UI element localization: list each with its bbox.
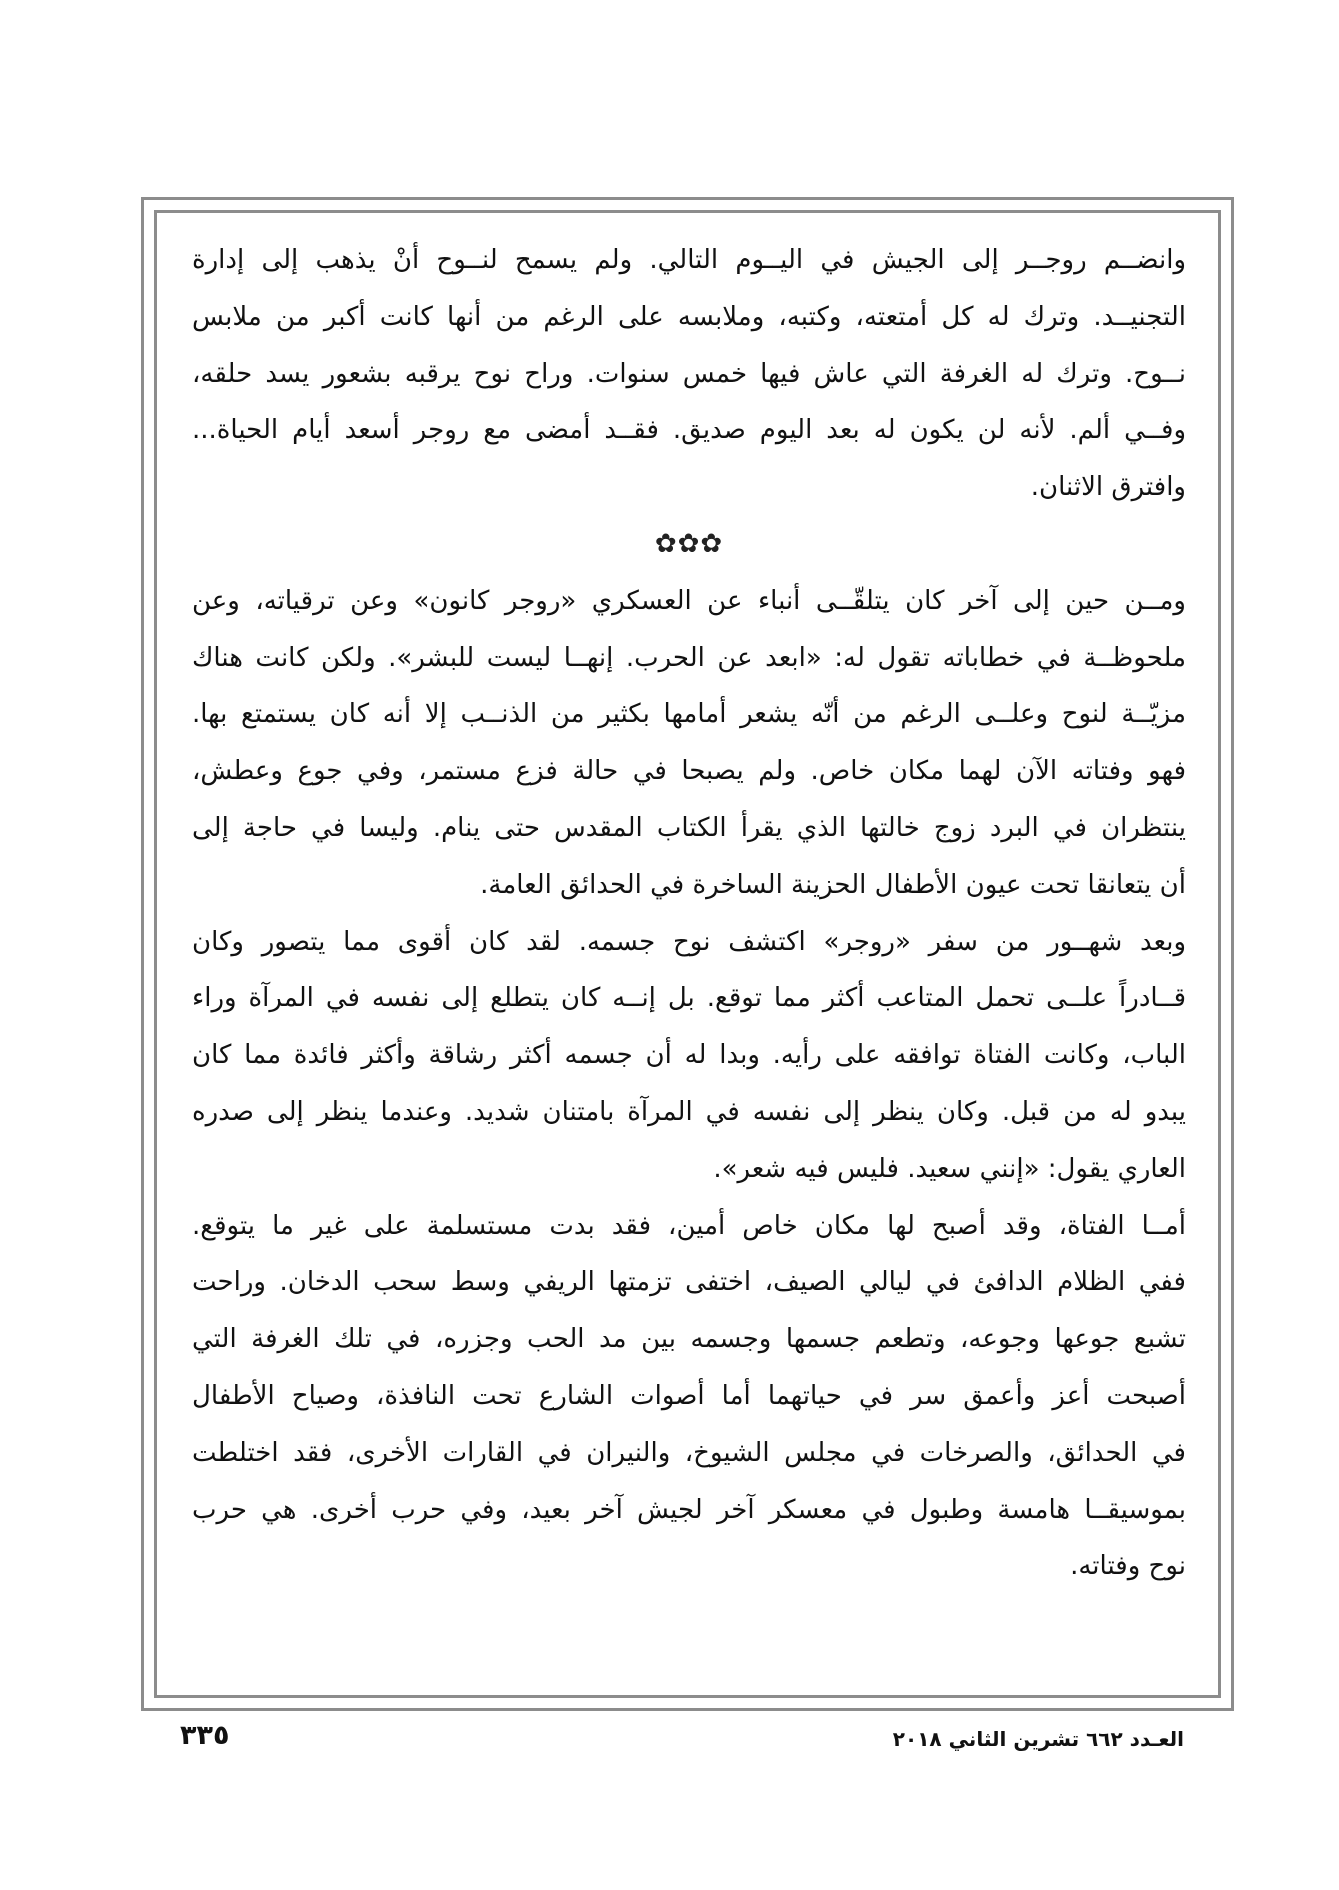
- text-line: وانضــم روجــر إلى الجيش في اليــوم التالي. ولم يسمح لنــوح أنْ يذهب إلى إدارة: [192, 245, 1186, 275]
- article-body: [192, 232, 1186, 1595]
- text-line: فهو وفتاته الآن لهما مكان خاص. ولم يصبحا في حالة فزع مستمر، وفي جوع وعطش،: [192, 756, 1186, 787]
- text-line: العاري يقول: «إنني سعيد. فليس فيه شعر».: [713, 1153, 1186, 1184]
- text-line: نوح وفتاته.: [1070, 1551, 1186, 1582]
- text-line: ومــن حين إلى آخر كان يتلقّــى أنباء عن العسكري «روجر كانون» وعن ترقياته، وعن: [192, 585, 1186, 616]
- page-number: ٣٣٥: [180, 1720, 230, 1751]
- text-line: نــوح. وترك له الغرفة التي عاش فيها خمس سنوات. وراح نوح يرقبه بشعور يسد حلقه،: [192, 358, 1186, 389]
- text-line: وفــي ألم. لأنه لن يكون له بعد اليوم صديق. فقــد أمضى مع روجر أسعد أيام الحياة...: [192, 415, 1186, 446]
- text-line: وافترق الاثنان.: [1030, 472, 1186, 503]
- text-line: في الحدائق، والصرخات في مجلس الشيوخ، والنيران في القارات الأخرى، فقد اختلطت: [192, 1437, 1186, 1468]
- text-line: قــادراً علــى تحمل المتاعب أكثر مما توقع. بل إنــه كان يتطلع إلى نفسه في المرآة وراء: [192, 983, 1186, 1014]
- text-line: بموسيقــا هامسة وطبول في معسكر آخر لجيش آخر بعيد، وفي حرب أخرى. هي حرب: [192, 1494, 1186, 1525]
- text-line: مزيّــة لنوح وعلــى الرغم من أنّه يشعر أمامها بكثير من الذنــب إلا أنه كان يستمتع بها.: [192, 699, 1186, 730]
- text-line: أصبحت أعز وأعمق سر في حياتهما أما أصوات الشارع تحت النافذة، وصياح الأطفال: [192, 1380, 1186, 1411]
- text-line: وبعد شهــور من سفر «روجر» اكتشف نوح جسمه. لقد كان أقوى مما يتصور وكان: [192, 926, 1186, 957]
- text-line: ينتظران في البرد زوج خالتها الذي يقرأ الكتاب المقدس حتى ينام. وليسا في حاجة إلى: [192, 812, 1186, 843]
- text-line: الباب، وكانت الفتاة توافقه على رأيه. وبدا له أن جسمه أكثر رشاقة وأكثر فائدة مما كان: [192, 1040, 1186, 1071]
- text-line: أمــا الفتاة، وقد أصبح لها مكان خاص أمين، فقد بدت مستسلمة على غير ما يتوقع.: [192, 1210, 1186, 1241]
- text-line: يبدو له من قبل. وكان ينظر إلى نفسه في المرآة بامتنان شديد. وعندما ينظر إلى صدره: [192, 1096, 1186, 1127]
- text-line: تشبع جوعها وجوعه، وتطعم جسمها وجسمه بين مد الحب وجزره، في تلك الغرفة التي: [192, 1324, 1186, 1355]
- text-line: أن يتعانقا تحت عيون الأطفال الحزينة الساخرة في الحدائق العامة.: [480, 869, 1186, 900]
- issue-label: العـدد ٦٦٢ تشرين الثاني ٢٠١٨: [892, 1727, 1184, 1751]
- text-line: التجنيــد. وترك له كل أمتعته، وكتبه، وملابسه على الرغم من أنها كانت أكبر من ملابس: [192, 301, 1186, 332]
- text-line: ففي الظلام الدافئ في ليالي الصيف، اختفى تزمتها الريفي وسط سحب الدخان. وراحت: [192, 1267, 1186, 1298]
- section-separator: ✿✿✿: [654, 528, 724, 559]
- text-line: ملحوظــة في خطاباته تقول له: «ابعد عن الحرب. إنهــا ليست للبشر». ولكن كانت هناك: [192, 642, 1186, 673]
